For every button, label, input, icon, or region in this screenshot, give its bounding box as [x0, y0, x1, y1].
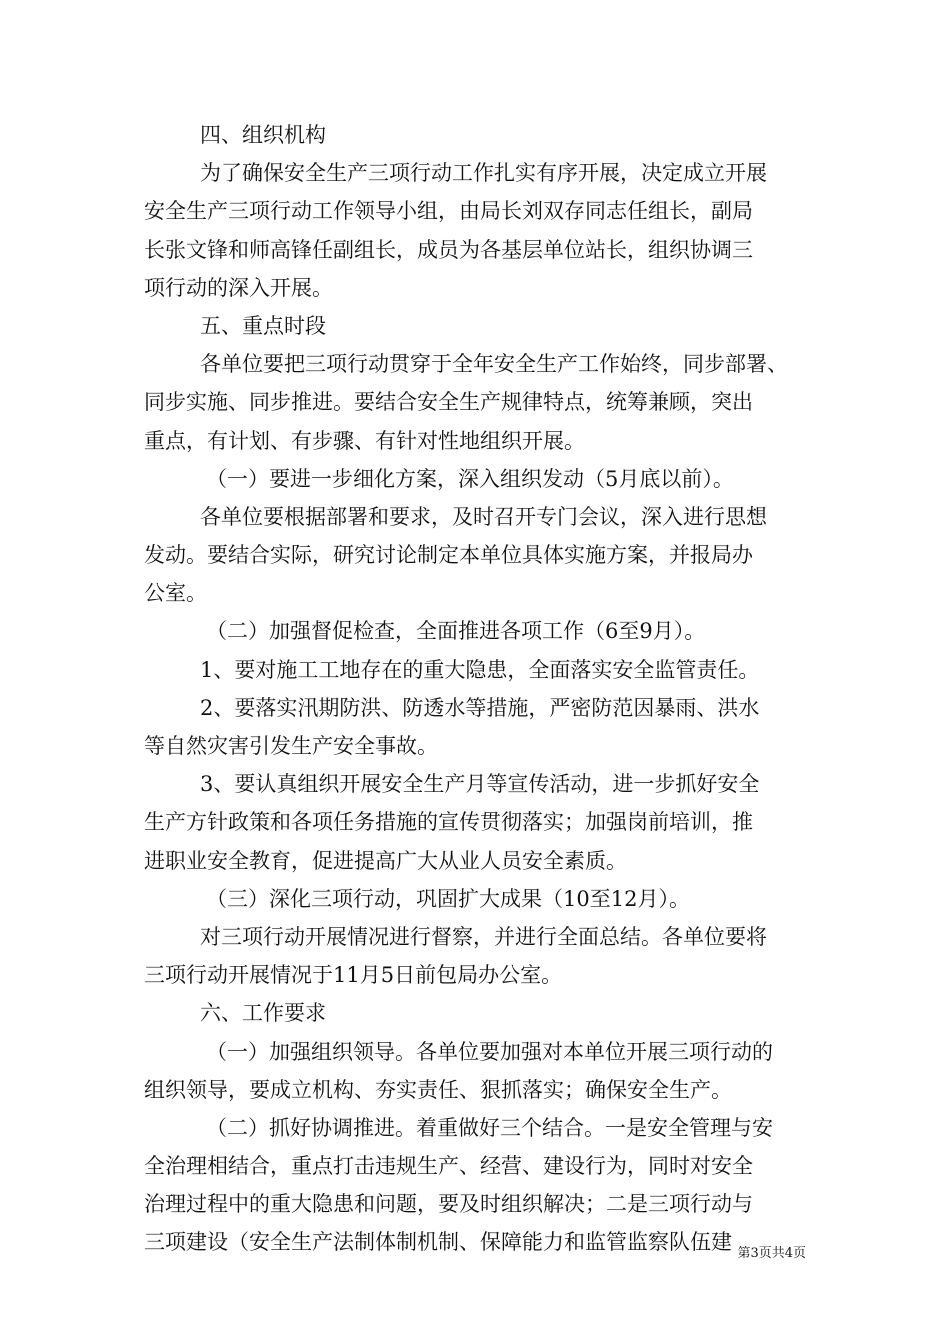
paragraph-line: 各单位要把三项行动贯穿于全年安全生产工作始终，同步部署、 [200, 352, 788, 377]
paragraph-line: 治理过程中的重大隐患和问题，要及时组织解决；二是三项行动与 [144, 1192, 753, 1217]
list-item-line: 1、要对施工工地存在的重大隐患，全面落实安全监管责任。 [200, 657, 760, 682]
section-heading-organization: 四、组织机构 [200, 123, 326, 147]
paragraph-line: 安全生产三项行动工作领导小组，由局长刘双存同志任组长，副局 [144, 199, 753, 224]
paragraph-line: 进职业安全教育，促进提高广大从业人员安全素质。 [144, 848, 627, 873]
paragraph-line: 公室。 [144, 581, 207, 606]
paragraph-line: 项行动的深入开展。 [144, 275, 333, 300]
subheading-line: （二）抓好协调推进。着重做好三个结合。一是安全管理与安 [206, 1115, 773, 1140]
paragraph-line: 组织领导，要成立机构、夯实责任、狠抓落实；确保安全生产。 [144, 1077, 732, 1102]
paragraph-line: 三项行动开展情况于11月5日前包局办公室。 [144, 963, 563, 988]
list-item-line: 3、要认真组织开展安全生产月等宣传活动，进一步抓好安全 [200, 772, 760, 797]
paragraph-line: 等自然灾害引发生产安全事故。 [144, 734, 438, 758]
paragraph-line: 长张文锋和师高锋任副组长，成员为各基层单位站长，组织协调三 [144, 237, 753, 262]
subheading-line: （三）深化三项行动，巩固扩大成果（10至12月）。 [206, 886, 690, 911]
paragraph-line: 各单位要根据部署和要求，及时召开专门会议，深入进行思想 [200, 504, 767, 529]
paragraph-line: 发动。要结合实际，研究讨论制定本单位具体实施方案，并报局办 [144, 543, 753, 568]
paragraph-line: 对三项行动开展情况进行督察，并进行全面总结。各单位要将 [200, 924, 767, 949]
paragraph-line: 全治理相结合，重点打击违规生产、经营、建设行为，同时对安全 [144, 1154, 753, 1179]
paragraph-line: 重点，有计划、有步骤、有针对性地组织开展。 [144, 428, 585, 453]
subheading-line: （一）要进一步细化方案，深入组织发动（5月底以前）。 [206, 466, 734, 491]
subheading-line: （一）加强组织领导。各单位要加强对本单位开展三项行动的 [206, 1039, 773, 1064]
section-heading-requirements: 六、工作要求 [200, 1001, 326, 1026]
paragraph-line: 同步实施、同步推进。要结合安全生产规律特点，统筹兼顾，突出 [144, 390, 753, 415]
document-body [144, 116, 806, 1262]
paragraph-line: 三项建设（安全生产法制体制机制、保障能力和监管监察队伍建 [144, 1230, 732, 1255]
paragraph-line: 为了确保安全生产三项行动工作扎实有序开展，决定成立开展 [200, 161, 767, 186]
list-item-line: 2、要落实汛期防洪、防透水等措施，严密防范因暴雨、洪水 [200, 695, 760, 720]
section-heading-key-periods: 五、重点时段 [200, 313, 326, 338]
paragraph-line: 生产方针政策和各项任务措施的宣传贯彻落实；加强岗前培训，推 [144, 810, 753, 835]
page-number-footer: 第3页共4页 [737, 1246, 806, 1261]
subheading-line: （二）加强督促检查，全面推进各项工作（6至9月）。 [206, 619, 706, 644]
